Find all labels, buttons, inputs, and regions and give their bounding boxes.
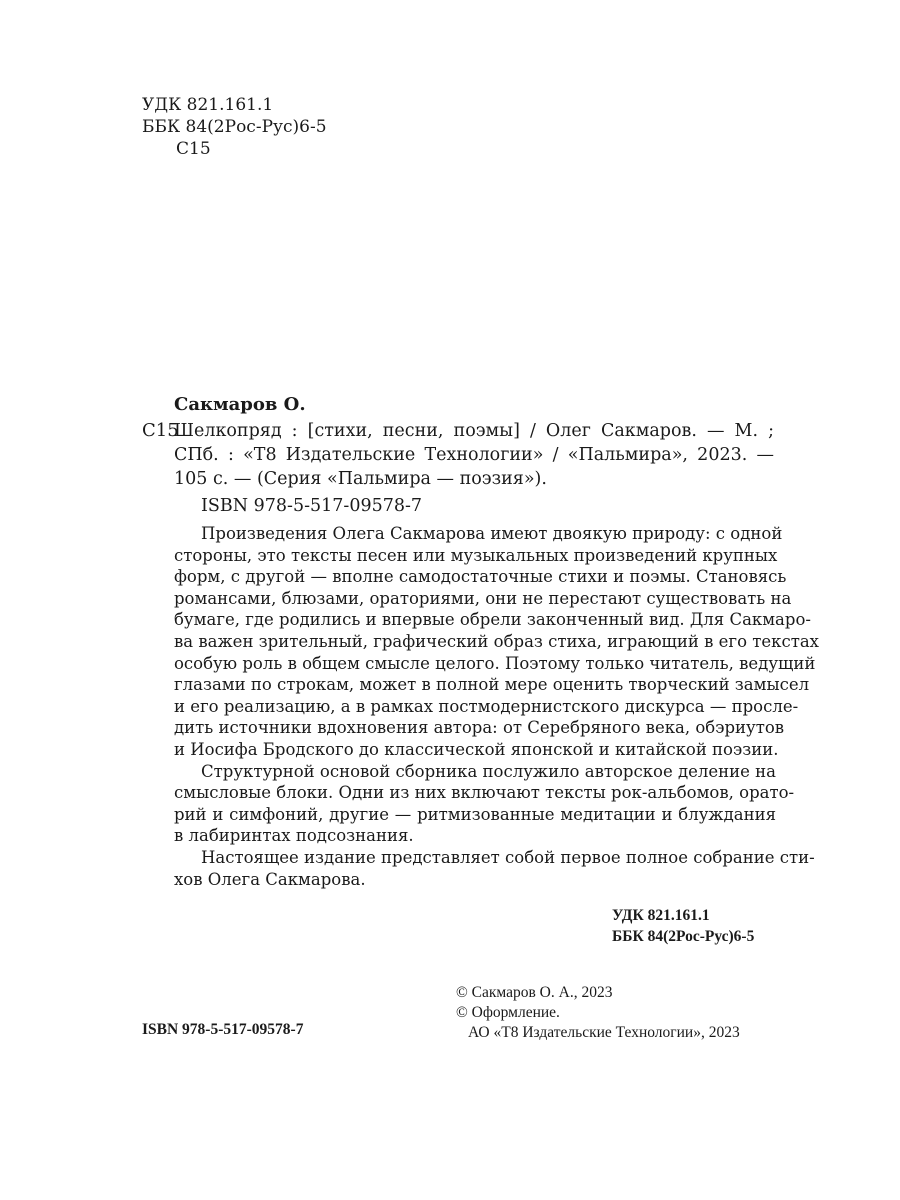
abstract-line: смысловые блоки. Одни из них включают тексты рок-альбомов, орато- [174, 783, 795, 803]
copyright-author: © Сакмаров О. А., 2023 [456, 984, 613, 1001]
footer-bbk-code: ББК 84(2Рос-Рус)6-5 [612, 928, 755, 945]
abstract-line: рий и симфоний, другие — ритмизованные медитации и блуждания [174, 804, 776, 824]
abstract-line: Настоящее издание представляет собой первое полное собрание сти- [201, 847, 815, 867]
bibliographic-line: 105 с. — (Серия «Пальмира — поэзия»). [174, 469, 547, 489]
abstract-line: глазами по строкам, может в полной мере оценить творческий замысел [174, 675, 810, 695]
record-isbn: ISBN 978-5-517-09578-7 [201, 496, 423, 516]
bibliographic-description [174, 419, 774, 491]
abstract-line: хов Олега Сакмарова. [174, 869, 366, 889]
abstract-line: и его реализацию, а в рамках постмодернистского дискурса — просле- [174, 696, 799, 716]
abstract-line: стороны, это тексты песен или музыкальных произведений крупных [174, 545, 778, 565]
copyright-block [456, 983, 740, 1043]
copyright-publisher: АО «Т8 Издательские Технологии», 2023 [468, 1024, 740, 1041]
abstract [174, 523, 819, 890]
abstract-line: дить источники вдохновения автора: от Серебряного века, обэриутов [174, 718, 785, 738]
record-code: С15 [142, 420, 179, 441]
abstract-line: бумаге, где родились и впервые обрели законченный вид. Для Сакмаро- [174, 610, 811, 630]
udc-code: УДК 821.161.1 [142, 95, 274, 115]
record-author: Сакмаров О. [174, 394, 306, 415]
bbk-code: ББК 84(2Рос-Рус)6-5 [142, 117, 327, 137]
abstract-line: в лабиринтах подсознания. [174, 826, 414, 846]
abstract-line: особую роль в общем смысле целого. Поэтому только читатель, ведущий [174, 653, 816, 673]
abstract-paragraph [174, 847, 815, 890]
bibliographic-line: СПб. : «Т8 Издательские Технологии» / «Пальмира», 2023. — [174, 445, 774, 465]
abstract-line: романсами, блюзами, ораториями, они не перестают существовать на [174, 588, 792, 608]
abstract-paragraph [174, 761, 795, 847]
abstract-line: форм, с другой — вполне самодостаточные стихи и поэмы. Становясь [174, 567, 787, 587]
author-mark: С15 [176, 139, 211, 159]
bibliographic-line: Шелкопряд : [стихи, песни, поэмы] / Олег Сакмаров. — М. ; [174, 421, 774, 441]
abstract-line: Структурной основой сборника послужило авторское деление на [201, 761, 776, 781]
footer-classification [612, 905, 754, 947]
footer-isbn: ISBN 978-5-517-09578-7 [142, 1021, 304, 1038]
footer-udc-code: УДК 821.161.1 [612, 907, 710, 924]
copyright-design: © Оформление. [456, 1004, 560, 1021]
classification-header [142, 94, 327, 160]
abstract-paragraph [174, 523, 819, 761]
abstract-line: ва важен зрительный, графический образ стиха, играющий в его текстах [174, 631, 819, 651]
abstract-line: Произведения Олега Сакмарова имеют двоякую природу: с одной [201, 524, 783, 543]
abstract-line: и Иосифа Бродского до классической японской и китайской поэзии. [174, 739, 779, 759]
